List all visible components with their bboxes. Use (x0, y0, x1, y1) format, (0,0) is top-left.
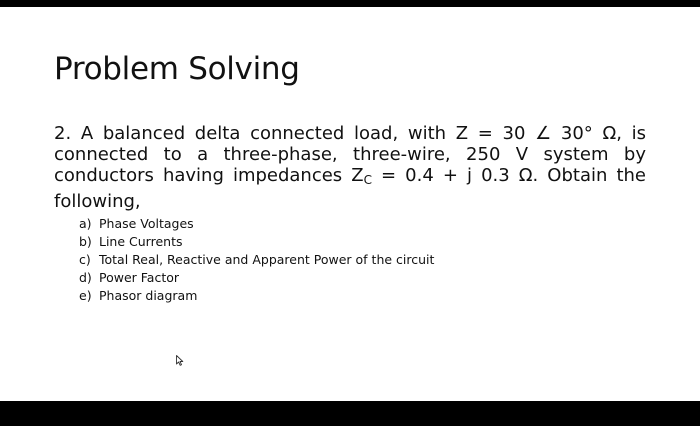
list-item-letter: a) (79, 216, 92, 231)
problem-line-4: following, (54, 191, 141, 212)
list-item-letter: d) (79, 270, 92, 285)
list-item-label: Power Factor (99, 270, 180, 285)
mouse-pointer-icon (176, 355, 184, 366)
problem-line-1: 2. A balanced delta connected load, with Z = 30 ∠ 30° Ω, is (54, 123, 646, 144)
list-item (79, 233, 434, 251)
problem-line-3-end: = 0.4 + j 0.3 Ω. Obtain the (371, 165, 646, 186)
problem-line-3-start: conductors having impedances Z (54, 165, 364, 186)
bottom-bar (0, 401, 700, 426)
list-item-label: Phasor diagram (99, 288, 198, 303)
list-item (79, 251, 434, 269)
list-item (79, 215, 434, 233)
slide (0, 7, 700, 401)
impedance-subscript: C (363, 173, 372, 187)
problem-statement (54, 123, 646, 212)
list-item-letter: c) (79, 252, 91, 267)
list-item-label: Phase Voltages (99, 216, 194, 231)
list-item-label: Total Real, Reactive and Apparent Power of the circuit (99, 252, 435, 267)
list-item-label: Line Currents (99, 234, 183, 249)
list-item-letter: e) (79, 288, 92, 303)
problem-line-3 (54, 165, 646, 186)
problem-line-2: connected to a three-phase, three-wire, 250 V system by (54, 144, 646, 165)
task-list (79, 215, 434, 305)
slide-title: Problem Solving (54, 51, 300, 87)
list-item (79, 287, 434, 305)
list-item (79, 269, 434, 287)
list-item-letter: b) (79, 234, 92, 249)
